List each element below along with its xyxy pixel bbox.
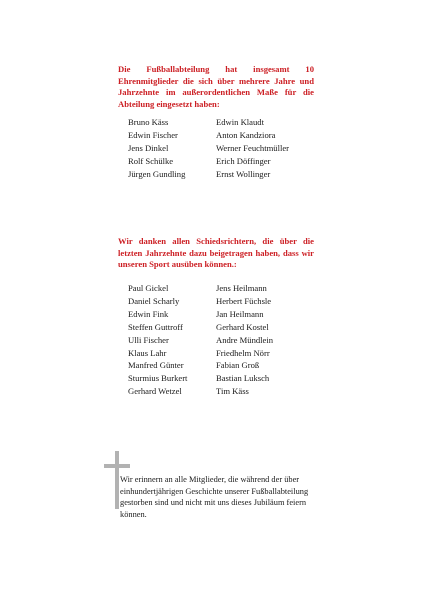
honorary-member-name: Jürgen Gundling <box>128 169 186 180</box>
referee-name: Paul Gickel <box>128 283 169 293</box>
referee-names-right <box>216 282 273 398</box>
referee-name: Daniel Scharly <box>128 295 180 306</box>
referee-name: Andre Mündlein <box>216 334 274 345</box>
honorary-names-left <box>128 116 185 181</box>
referee-name: Edwin Fink <box>128 308 169 319</box>
referee-name: Manfred Günter <box>128 360 184 371</box>
referee-name: Sturmius Burkert <box>128 373 188 384</box>
referee-name: Jan Heilmann <box>216 308 264 319</box>
referee-name: Tim Käss <box>216 386 249 397</box>
referee-name: Klaus Lahr <box>128 347 167 358</box>
referee-name: Ulli Fischer <box>128 334 169 345</box>
honorary-member-name: Erich Döffinger <box>216 156 271 167</box>
referee-names-left <box>128 282 187 398</box>
cross-horizontal-bar <box>104 464 130 468</box>
referee-name: Bastian Luksch <box>216 373 270 384</box>
referee-name: Herbert Füchsle <box>216 295 272 306</box>
honorary-member-name: Ernst Wollinger <box>216 169 271 180</box>
honorary-names-right <box>216 116 289 181</box>
honorary-members-intro: Die Fußballabteilung hat insgesamt 10 Ehrenmitglieder die sich über mehrere Jahre und Jahrzehnte im außerordentlichen Maße für die Abteilung eingesetzt haben: <box>118 64 314 109</box>
honorary-member-name: Werner Feuchtmüller <box>216 143 290 154</box>
honorary-member-name: Anton Kandziora <box>216 130 276 141</box>
honorary-member-name: Rolf Schülke <box>128 156 174 167</box>
cross-vertical-bar <box>115 451 119 509</box>
honorary-member-name: Edwin Fischer <box>128 130 178 141</box>
referees-intro: Wir danken allen Schiedsrichtern, die über die letzten Jahrzehnte dazu beigetragen haben, dass wir unseren Sport ausüben können.: <box>118 236 314 270</box>
memorial-text: Wir erinnern an alle Mitglieder, die während der über einhundertjährigen Geschichte unserer Fußballabteilung gestorben sind und nicht mit uns dieses Jubiläum feiern können. <box>120 475 309 520</box>
referee-name: Gerhard Wetzel <box>128 386 182 397</box>
referee-name: Jens Heilmann <box>216 283 267 293</box>
honorary-member-name: Bruno Käss <box>128 117 169 127</box>
referee-name: Steffen Guttroff <box>128 321 183 332</box>
referee-name: Fabian Groß <box>216 360 260 371</box>
referee-name: Friedhelm Nörr <box>216 347 270 358</box>
honorary-member-name: Edwin Klaudt <box>216 117 264 127</box>
referee-name: Gerhard Kostel <box>216 321 269 332</box>
honorary-member-name: Jens Dinkel <box>128 143 169 154</box>
